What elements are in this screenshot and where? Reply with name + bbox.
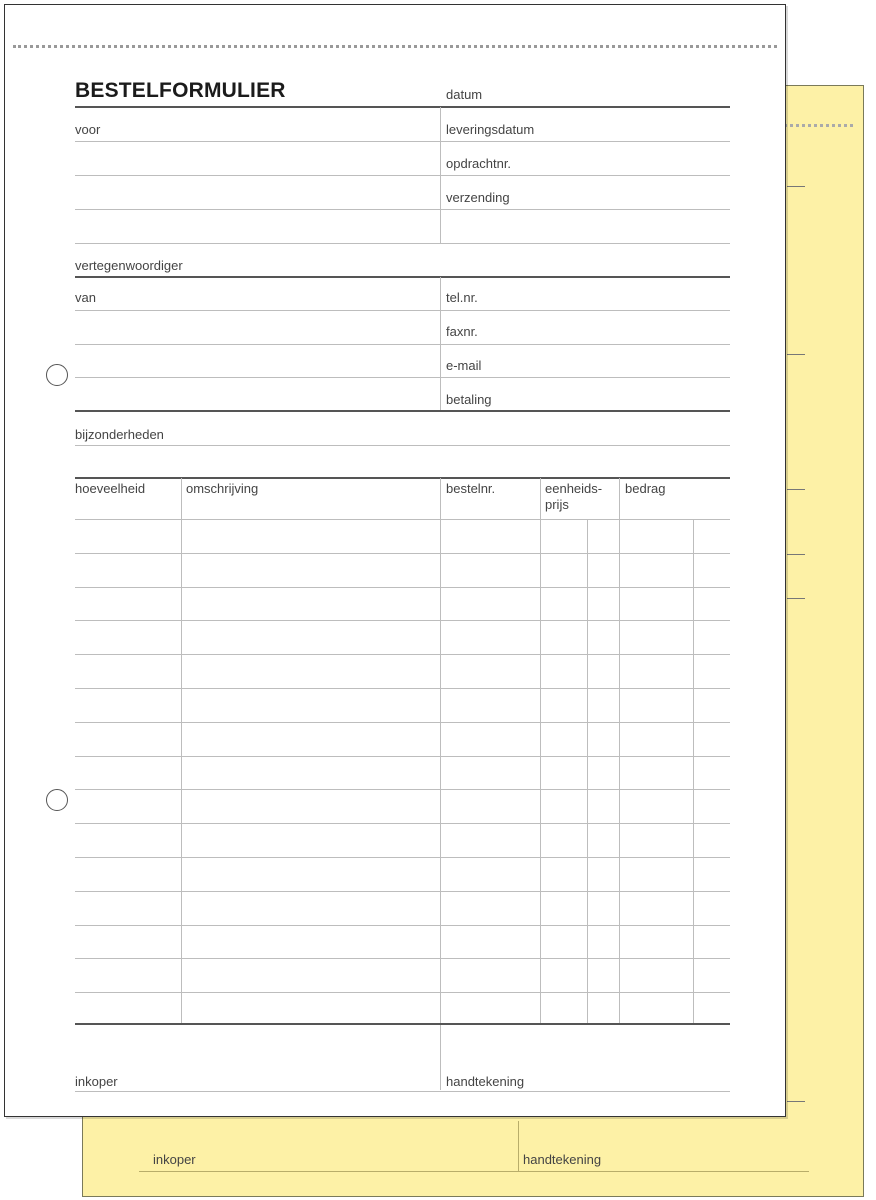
section-rule [75,276,730,278]
form-title: BESTELFORMULIER [75,79,286,102]
omschrijving-header: omschrijving [186,481,259,496]
telnr-label: tel.nr. [446,290,478,305]
table-column-divider [440,478,441,1023]
perforation-line [13,45,777,48]
table-row-line [75,688,730,689]
table-row-line [75,958,730,959]
table-row-line [75,553,730,554]
form-line [75,344,730,345]
signature-line [75,1091,730,1092]
punch-hole [46,364,68,386]
order-form-sheet [4,4,786,1117]
eenheidsprijs-header-line1: eenheids- [545,481,603,496]
table-row-line [75,857,730,858]
form-line [75,209,730,210]
guide-mark [787,598,805,599]
form-line [75,141,730,142]
table-row-line [75,891,730,892]
form-line [75,377,730,378]
footer-divider [518,1121,519,1171]
vertegenwoordiger-label: vertegenwoordiger [75,258,183,273]
faxnr-label: faxnr. [446,324,478,339]
betaling-label: betaling [446,392,492,407]
bestelnr-header: bestelnr. [446,481,496,496]
guide-mark [787,1101,805,1102]
table-column-divider [181,478,182,1023]
column-divider [440,277,441,410]
guide-mark [787,186,805,187]
table-row-line [75,654,730,655]
bijzonderheden-label: bijzonderheden [75,427,164,442]
table-row-line [75,756,730,757]
table-column-divider [619,478,620,1023]
form-line [75,175,730,176]
guide-mark [787,489,805,490]
section-rule [75,106,730,108]
table-row-line [75,823,730,824]
van-label: van [75,290,96,305]
copy-inkoper-label: inkoper [153,1152,196,1167]
email-label: e-mail [446,358,482,373]
section-rule [75,410,730,412]
bedrag-header: bedrag [625,481,666,496]
table-row-line [75,992,730,993]
guide-mark [787,354,805,355]
table-row-line [75,789,730,790]
verzending-label: verzending [446,190,510,205]
hoeveelheid-header: hoeveelheid [75,481,146,496]
form-line [75,310,730,311]
form-line [75,445,730,446]
inkoper-label: inkoper [75,1074,118,1089]
form-line [75,243,730,244]
eenheidsprijs-header-line2: prijs [545,497,569,512]
punch-hole [46,789,68,811]
voor-label: voor [75,122,101,137]
handtekening-label: handtekening [446,1074,525,1089]
column-divider [440,107,441,243]
table-column-divider [540,478,541,1023]
table-column-divider [587,519,588,1023]
guide-mark [787,554,805,555]
table-row-line [75,620,730,621]
copy-handtekening-label: handtekening [523,1152,602,1167]
datum-label: datum [446,87,483,102]
table-top-rule [75,477,730,479]
table-bottom-rule [75,1023,730,1025]
opdrachtnr-label: opdrachtnr. [446,156,512,171]
table-row-line [75,925,730,926]
table-row-line [75,587,730,588]
leveringsdatum-label: leveringsdatum [446,122,535,137]
table-row-line [75,519,730,520]
footer-divider [440,1025,441,1090]
footer-line [139,1171,809,1172]
table-row-line [75,722,730,723]
table-column-divider [693,519,694,1023]
